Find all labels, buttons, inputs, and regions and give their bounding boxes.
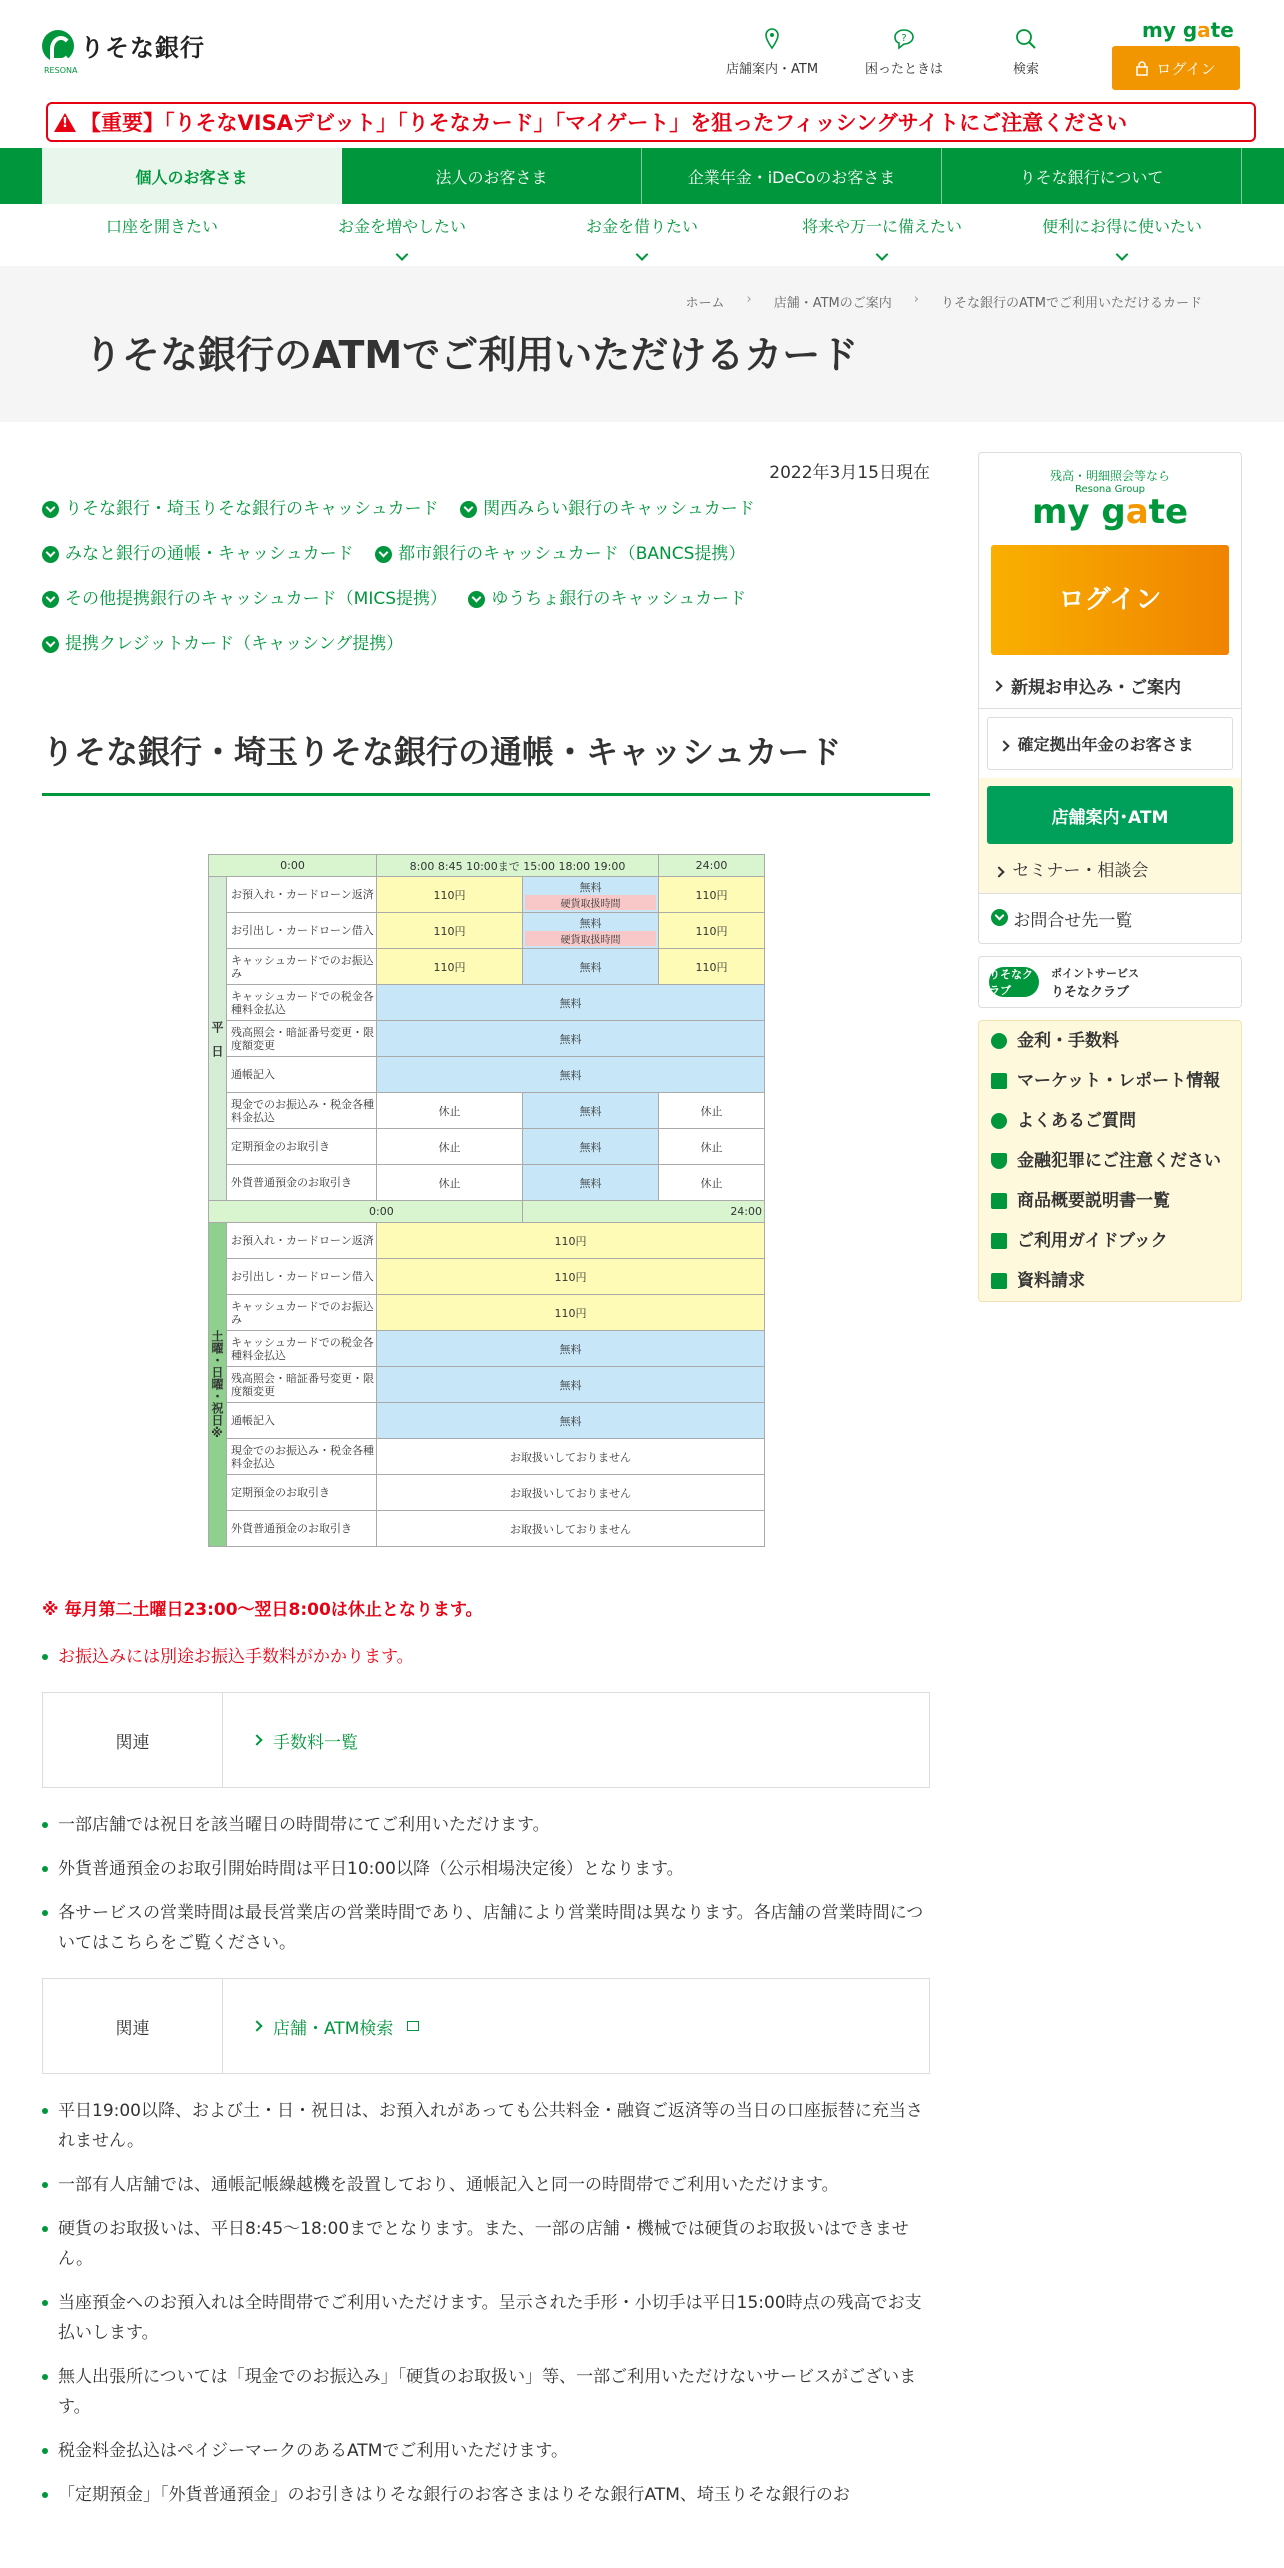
menu-item-request-materials[interactable] bbox=[979, 1261, 1241, 1301]
main-content bbox=[42, 440, 930, 2510]
seminar-link[interactable] bbox=[987, 844, 1233, 885]
menu-label: マーケット・レポート情報 bbox=[1017, 1071, 1221, 1091]
header-nav-help[interactable] bbox=[865, 28, 943, 77]
list-item: 「定期預金」「外貨普通預金」のお引きはりそな銀行のお客さまはりそな銀行ATM、埼玉りそな銀行のお bbox=[42, 2480, 930, 2510]
anchor-link-resona[interactable] bbox=[42, 499, 455, 523]
anchor-label: りそな銀行・埼玉りそな銀行のキャッシュカード bbox=[65, 499, 439, 519]
coin-hours: 硬貨取扱時間 bbox=[525, 931, 656, 946]
resona-logo[interactable] bbox=[42, 28, 205, 63]
help-bubble-icon bbox=[892, 28, 916, 50]
menu-item-guidebook[interactable] bbox=[979, 1221, 1241, 1261]
free-cell bbox=[523, 913, 659, 949]
anchor-label: 提携クレジットカード（キャッシング提携） bbox=[65, 634, 404, 654]
chevron-down-circle-icon bbox=[375, 546, 392, 563]
chevron-down-circle-icon bbox=[42, 546, 59, 563]
menu-label: ご利用ガイドブック bbox=[1017, 1231, 1168, 1251]
breadcrumb-chevron-icon: › bbox=[913, 292, 919, 307]
breadcrumb-home[interactable]: ホーム bbox=[685, 296, 725, 311]
subnav-open-account[interactable]: 口座を開きたい bbox=[105, 217, 218, 236]
row-label: お預入れ・カードローン返済 bbox=[227, 1223, 377, 1259]
related-box-store-search bbox=[42, 1978, 930, 2074]
maintenance-note: ※ 毎月第二土曜日23:00～翌日8:00は休止となります。 bbox=[42, 1600, 483, 1620]
sidebar-login-label: ログイン bbox=[1058, 585, 1162, 615]
sidebar-login-button[interactable] bbox=[991, 545, 1229, 655]
list-item: 一部店舗では祝日を該当曜日の時間帯にてご利用いただけます。 bbox=[42, 1810, 930, 1840]
fee-cell: 110円 bbox=[659, 877, 765, 913]
store-atm-button[interactable] bbox=[987, 786, 1233, 844]
transfer-fee-note: お振込みには別途お振込手数料がかかります。 bbox=[42, 1642, 930, 1672]
chevron-down-circle-icon bbox=[42, 501, 59, 518]
unavailable-cell: お取扱いしておりません bbox=[377, 1511, 765, 1547]
menu-item-faq[interactable] bbox=[979, 1101, 1241, 1141]
fee-cell: 110円 bbox=[377, 949, 523, 985]
closed-cell: 休止 bbox=[377, 1165, 523, 1201]
resona-club-banner[interactable] bbox=[978, 956, 1242, 1008]
resona-logo-icon bbox=[42, 30, 74, 62]
free-label: 無料 bbox=[579, 917, 602, 930]
anchor-link-yucho[interactable] bbox=[468, 589, 762, 613]
list-item: 外貨普通預金のお取引開始時間は平日10:00以降（公示相場決定後）となります。 bbox=[42, 1854, 930, 1884]
page-title: りそな銀行のATMでご利用いただけるカード bbox=[84, 333, 859, 377]
subnav-borrow-money[interactable]: お金を借りたい bbox=[522, 214, 762, 264]
pension-customer-link[interactable] bbox=[987, 717, 1233, 770]
breadcrumb-store-atm[interactable]: 店舗・ATMのご案内 bbox=[773, 296, 892, 311]
breadcrumb bbox=[685, 292, 1202, 311]
mygate-logo: my gate bbox=[1031, 492, 1189, 532]
weekday-side-label: 平 日 bbox=[209, 877, 227, 1201]
store-section bbox=[979, 778, 1241, 893]
login-label: ログイン bbox=[1156, 59, 1216, 78]
fee-cell: 110円 bbox=[377, 1259, 765, 1295]
closed-cell: 休止 bbox=[377, 1129, 523, 1165]
closed-cell: 休止 bbox=[659, 1093, 765, 1129]
row-label: 現金でのお振込み・税金各種料金払込 bbox=[227, 1093, 377, 1129]
row-label: 通帳記入 bbox=[227, 1403, 377, 1439]
chevron-down-circle-icon bbox=[468, 591, 485, 608]
free-label: 無料 bbox=[579, 881, 602, 894]
header-login-button[interactable] bbox=[1112, 46, 1240, 90]
list-item: 当座預金へのお預入れは全時間帯でご利用いただけます。呈示された手形・小切手は平日15:00時点の残高でお支払いします。 bbox=[42, 2288, 930, 2348]
question-circle-icon bbox=[991, 1113, 1007, 1129]
mygate-header bbox=[979, 453, 1241, 537]
warning-icon bbox=[54, 113, 76, 132]
row-label: 定期預金のお取引き bbox=[227, 1129, 377, 1165]
subnav-convenient-use[interactable]: 便利にお得に使いたい bbox=[1002, 214, 1242, 264]
menu-item-fraud-warning[interactable] bbox=[979, 1141, 1241, 1181]
unavailable-cell: お取扱いしておりません bbox=[377, 1439, 765, 1475]
mygate-group: Resona Group bbox=[1074, 484, 1146, 495]
menu-item-product-summary[interactable] bbox=[979, 1181, 1241, 1221]
sidebar bbox=[978, 452, 1242, 1302]
as-of-date: 2022年3月15日現在 bbox=[769, 463, 930, 483]
row-label: お引出し・カードローン借入 bbox=[227, 1259, 377, 1295]
chevron-right-circle-icon bbox=[991, 909, 1008, 926]
anchor-label: みなと銀行の通帳・キャッシュカード bbox=[65, 544, 354, 564]
list-item: 一部有人店舗では、通帳記帳繰越機を設置しており、通帳記入と同一の時間帯でご利用いただけます。 bbox=[42, 2170, 930, 2200]
fee-list-link[interactable] bbox=[223, 1693, 358, 1787]
mygate-logo-mini: my gate bbox=[1142, 18, 1234, 42]
free-cell: 無料 bbox=[377, 1021, 765, 1057]
anchor-label: 都市銀行のキャッシュカード（BANCS提携） bbox=[398, 544, 746, 564]
contact-list-label: お問合せ先一覧 bbox=[1013, 911, 1133, 931]
free-cell: 無料 bbox=[377, 1367, 765, 1403]
document-icon bbox=[991, 1273, 1007, 1289]
contact-list-link[interactable] bbox=[979, 893, 1241, 943]
fee-cell: 110円 bbox=[377, 1295, 765, 1331]
row-label: 定期預金のお取引き bbox=[227, 1475, 377, 1511]
list-item: 各サービスの営業時間は最長営業店の営業時間であり、店舗により営業時間は異なります。各店舗の営業時間についてはこちらをご覧ください。 bbox=[42, 1898, 930, 1958]
free-cell bbox=[523, 877, 659, 913]
anchor-link-minato[interactable] bbox=[42, 544, 370, 568]
menu-label: 資料請求 bbox=[1017, 1271, 1085, 1291]
fee-cell: 110円 bbox=[659, 949, 765, 985]
row-label: 外貨普通預金のお取引き bbox=[227, 1511, 377, 1547]
closed-cell: 休止 bbox=[659, 1129, 765, 1165]
site-header bbox=[0, 0, 1284, 98]
club-small-label: ポイントサービス bbox=[1051, 966, 1139, 980]
search-icon bbox=[1015, 28, 1037, 50]
related-label: 関連 bbox=[43, 1979, 223, 2073]
menu-label: 金利・手数料 bbox=[1017, 1031, 1119, 1051]
store-atm-label: 店舗案内･ATM bbox=[1051, 807, 1169, 828]
new-application-label: 新規お申込み・ご案内 bbox=[1011, 678, 1181, 698]
subnav-prepare-future[interactable]: 将来や万一に備えたい bbox=[762, 214, 1002, 264]
breadcrumb-chevron-icon: › bbox=[746, 292, 752, 307]
pension-customer-label: 確定拠出年金のお客さま bbox=[1017, 735, 1194, 754]
free-cell: 無料 bbox=[523, 949, 659, 985]
tab-personal[interactable]: 個人のお客さま bbox=[42, 148, 342, 204]
sidebar-menu bbox=[978, 1020, 1242, 1302]
holiday-side-label: 土曜・日曜・祝日※ bbox=[209, 1223, 227, 1547]
time-label: 24:00 bbox=[659, 855, 765, 877]
fee-cell: 110円 bbox=[377, 877, 523, 913]
related-box-fees bbox=[42, 1692, 930, 1788]
row-label: 残高照会・暗証番号変更・限度額変更 bbox=[227, 1367, 377, 1403]
document-icon bbox=[991, 1193, 1007, 1209]
row-label: キャッシュカードでのお振込み bbox=[227, 1295, 377, 1331]
external-window-icon bbox=[407, 2021, 419, 2031]
free-cell: 無料 bbox=[377, 1057, 765, 1093]
related-label: 関連 bbox=[43, 1693, 223, 1787]
list-item: 平日19:00以降、および土・日・祝日は、お預入れがあっても公共料金・融資ご返済等の当日の口座振替に充当されません。 bbox=[42, 2096, 930, 2156]
anchor-link-list bbox=[42, 489, 930, 669]
list-item: 無人出張所については「現金でのお振込み」「硬貨のお取扱い」等、一部ご利用いただけないサービスがございます。 bbox=[42, 2362, 930, 2422]
resona-club-badge-icon: りそなクラブ bbox=[989, 967, 1039, 997]
mygate-box bbox=[978, 452, 1242, 944]
unavailable-cell: お取扱いしておりません bbox=[377, 1475, 765, 1511]
sub-nav bbox=[42, 214, 1242, 264]
mygate-caption: 残高・明細照会等なら bbox=[1049, 469, 1170, 483]
alert-text: 【重要】「りそなVISAデビット」「りそなカード」「マイゲート」を狙ったフィッシングサイトにご注意ください bbox=[80, 111, 1128, 135]
row-label: 外貨普通預金のお取引き bbox=[227, 1165, 377, 1201]
fee-cell: 110円 bbox=[377, 1223, 765, 1259]
free-cell: 無料 bbox=[523, 1129, 659, 1165]
row-label: お預入れ・カードローン返済 bbox=[227, 877, 377, 913]
tab-pension-ideco[interactable]: 企業年金・iDeCoのお客さま bbox=[642, 148, 942, 204]
header-nav-label: 店舗案内・ATM bbox=[726, 62, 819, 77]
chevron-right-icon bbox=[251, 2020, 262, 2031]
row-label: キャッシュカードでのお振込み bbox=[227, 949, 377, 985]
anchor-link-kansai-mirai[interactable] bbox=[460, 499, 771, 523]
store-atm-search-link[interactable] bbox=[223, 1979, 419, 2073]
new-application-link[interactable] bbox=[979, 663, 1241, 709]
chevron-down-circle-icon bbox=[460, 501, 477, 518]
shield-icon bbox=[991, 1153, 1007, 1169]
closed-cell: 休止 bbox=[659, 1165, 765, 1201]
free-cell: 無料 bbox=[377, 1403, 765, 1439]
book-icon bbox=[991, 1233, 1007, 1249]
free-cell: 無料 bbox=[377, 1331, 765, 1367]
menu-label: 金融犯罪にご注意ください bbox=[1017, 1151, 1221, 1171]
chevron-right-icon bbox=[251, 1734, 262, 1745]
time-label: 0:00 bbox=[209, 855, 377, 877]
chevron-down-circle-icon bbox=[42, 636, 59, 653]
fee-cell: 110円 bbox=[659, 913, 765, 949]
time-label: 8:00 8:45 10:00まで 15:00 18:00 19:00 bbox=[377, 855, 659, 877]
logo-subtext: RESONA bbox=[44, 66, 78, 75]
breadcrumb-current: りそな銀行のATMでご利用いただけるカード bbox=[940, 296, 1202, 311]
time-label: 24:00 bbox=[523, 1201, 765, 1223]
bar-chart-icon bbox=[991, 1073, 1007, 1089]
chevron-right-icon bbox=[991, 680, 1002, 691]
page-title-area bbox=[0, 266, 1284, 422]
closed-cell: 休止 bbox=[377, 1093, 523, 1129]
fee-cell: 110円 bbox=[377, 913, 523, 949]
menu-item-rates-fees[interactable] bbox=[979, 1021, 1241, 1061]
global-nav bbox=[0, 148, 1284, 204]
row-label: キャッシュカードでの税金各種料金払込 bbox=[227, 985, 377, 1021]
tab-about-resona[interactable]: りそな銀行について bbox=[942, 148, 1242, 204]
list-item: 税金料金払込はペイジーマークのあるATMでご利用いただけます。 bbox=[42, 2436, 930, 2466]
menu-label: よくあるご質問 bbox=[1017, 1111, 1136, 1131]
logo-text: りそな銀行 bbox=[80, 34, 205, 62]
svg-text:?: ? bbox=[901, 33, 907, 44]
header-nav-label: 検索 bbox=[1013, 62, 1040, 77]
store-search-link-label: 店舗・ATM検索 bbox=[273, 2018, 394, 2039]
row-label: 残高照会・暗証番号変更・限度額変更 bbox=[227, 1021, 377, 1057]
anchor-link-city-bank[interactable] bbox=[375, 544, 761, 568]
section-title: りそな銀行・埼玉りそな銀行の通帳・キャッシュカード bbox=[42, 727, 930, 796]
seminar-label: セミナー・相談会 bbox=[1012, 861, 1149, 881]
resona-club-text bbox=[1051, 965, 1139, 1000]
row-label: 現金でのお振込み・税金各種料金払込 bbox=[227, 1439, 377, 1475]
anchor-label: その他提携銀行のキャッシュカード（MICS提携） bbox=[65, 589, 448, 609]
coin-hours: 硬貨取扱時間 bbox=[525, 895, 656, 910]
phishing-alert-banner[interactable] bbox=[46, 102, 1256, 142]
chevron-right-icon bbox=[998, 740, 1009, 751]
subnav-grow-money[interactable]: お金を増やしたい bbox=[282, 214, 522, 264]
tab-corporate[interactable]: 法人のお客さま bbox=[342, 148, 642, 204]
anchor-label: ゆうちょ銀行のキャッシュカード bbox=[491, 589, 747, 609]
free-cell: 無料 bbox=[377, 985, 765, 1021]
fee-list-link-label: 手数料一覧 bbox=[273, 1732, 358, 1753]
row-label: 通帳記入 bbox=[227, 1057, 377, 1093]
time-label: 0:00 bbox=[209, 1201, 523, 1223]
menu-label: 商品概要説明書一覧 bbox=[1017, 1191, 1170, 1211]
row-label: キャッシュカードでの税金各種料金払込 bbox=[227, 1331, 377, 1367]
atm-hours-table bbox=[208, 854, 764, 1547]
free-cell: 無料 bbox=[523, 1165, 659, 1201]
anchor-label: 関西みらい銀行のキャッシュカード bbox=[483, 499, 755, 519]
anchor-link-mics[interactable] bbox=[42, 589, 463, 613]
chevron-right-icon bbox=[993, 866, 1004, 877]
header-nav-store-atm[interactable] bbox=[726, 28, 818, 77]
free-cell: 無料 bbox=[523, 1093, 659, 1129]
lock-icon bbox=[1136, 61, 1148, 76]
coins-icon bbox=[991, 1033, 1007, 1049]
row-label: お引出し・カードローン借入 bbox=[227, 913, 377, 949]
header-nav-label: 困ったときは bbox=[865, 62, 944, 77]
chevron-down-circle-icon bbox=[42, 591, 59, 608]
menu-item-market-report[interactable] bbox=[979, 1061, 1241, 1101]
header-nav-search[interactable] bbox=[1013, 28, 1039, 77]
anchor-link-credit-card[interactable] bbox=[42, 634, 419, 658]
map-pin-icon bbox=[764, 28, 780, 50]
list-item: 硬貨のお取扱いは、平日8:45～18:00までとなります。また、一部の店舗・機械では硬貨のお取扱いはできません。 bbox=[42, 2214, 930, 2274]
club-name: りそなクラブ bbox=[1051, 984, 1130, 1000]
